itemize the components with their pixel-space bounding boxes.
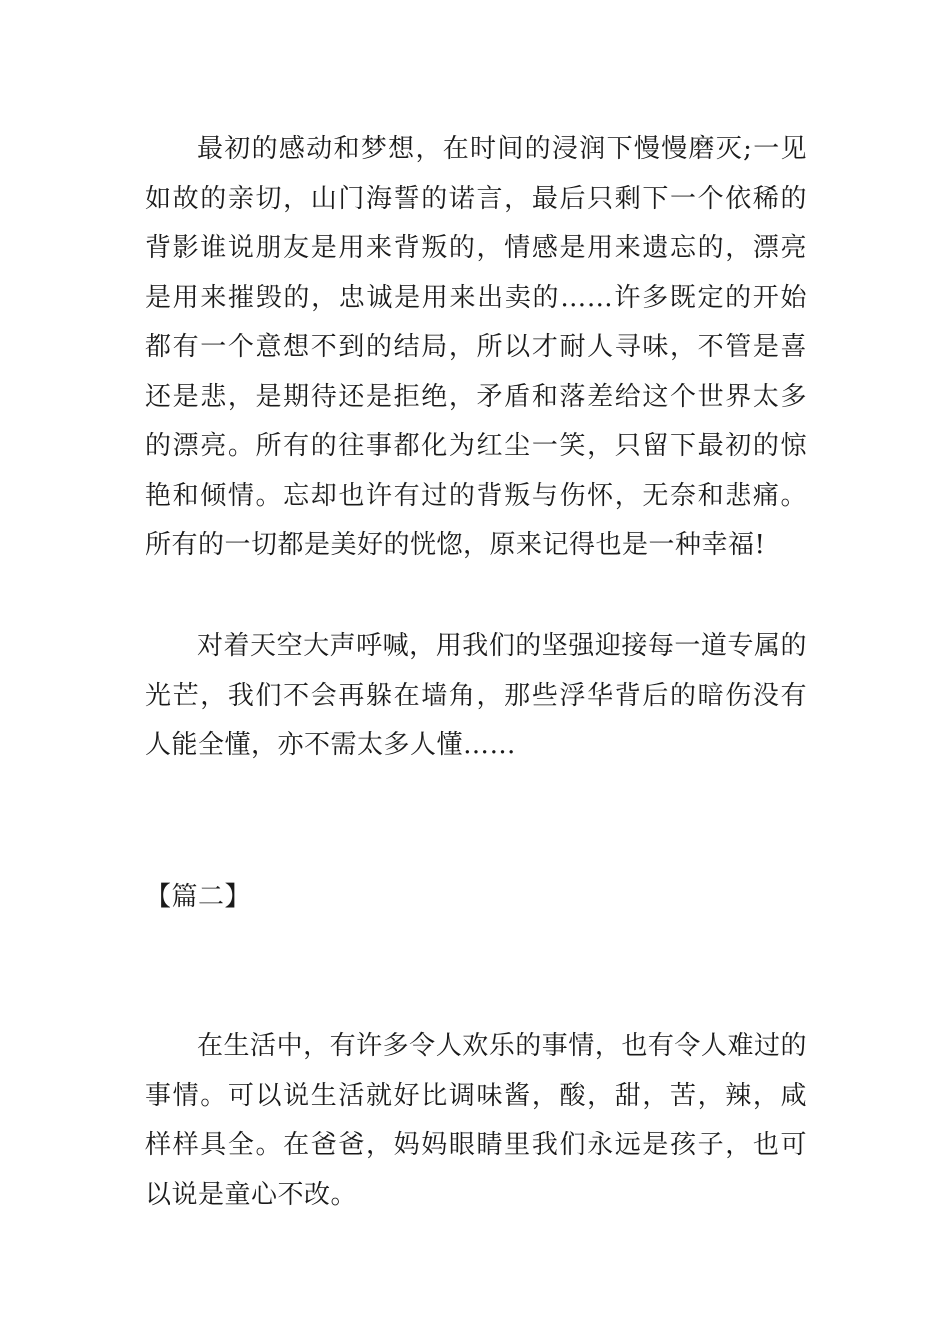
paragraph: 在生活中，有许多令人欢乐的事情，也有令人难过的事情。可以说生活就好比调味酱，酸，甜，苦，辣，咸样样具全。在爸爸，妈妈眼睛里我们永远是孩子，也可以说是童心不改。 — [145, 1031, 807, 1210]
paragraph: 对着天空大声呼喊，用我们的坚强迎接每一道专属的光芒，我们不会再躲在墙角，那些浮华背后的暗伤没有人能全懂，亦不需太多人懂…… — [145, 631, 807, 760]
section-heading: 【篇二】 — [145, 882, 252, 912]
paragraph: 最初的感动和梦想，在时间的浸润下慢慢磨灭;一见如故的亲切，山门海誓的诺言，最后只剩下一个依稀的背影谁说朋友是用来背叛的，情感是用来遗忘的，漂亮是用来摧毁的，忠诚是用来出卖的……许多既定的开始都有一个意想不到的结局，所以才耐人寻味，不管是喜还是悲，是期待还是拒绝，矛盾和落差给这个世界太多的漂亮。所有的往事都化为红尘一笑，只留下最初的惊艳和倾情。忘却也许有过的背叛与伤怀，无奈和悲痛。所有的一切都是美好的恍惚，原来记得也是一种幸福! — [145, 134, 807, 560]
